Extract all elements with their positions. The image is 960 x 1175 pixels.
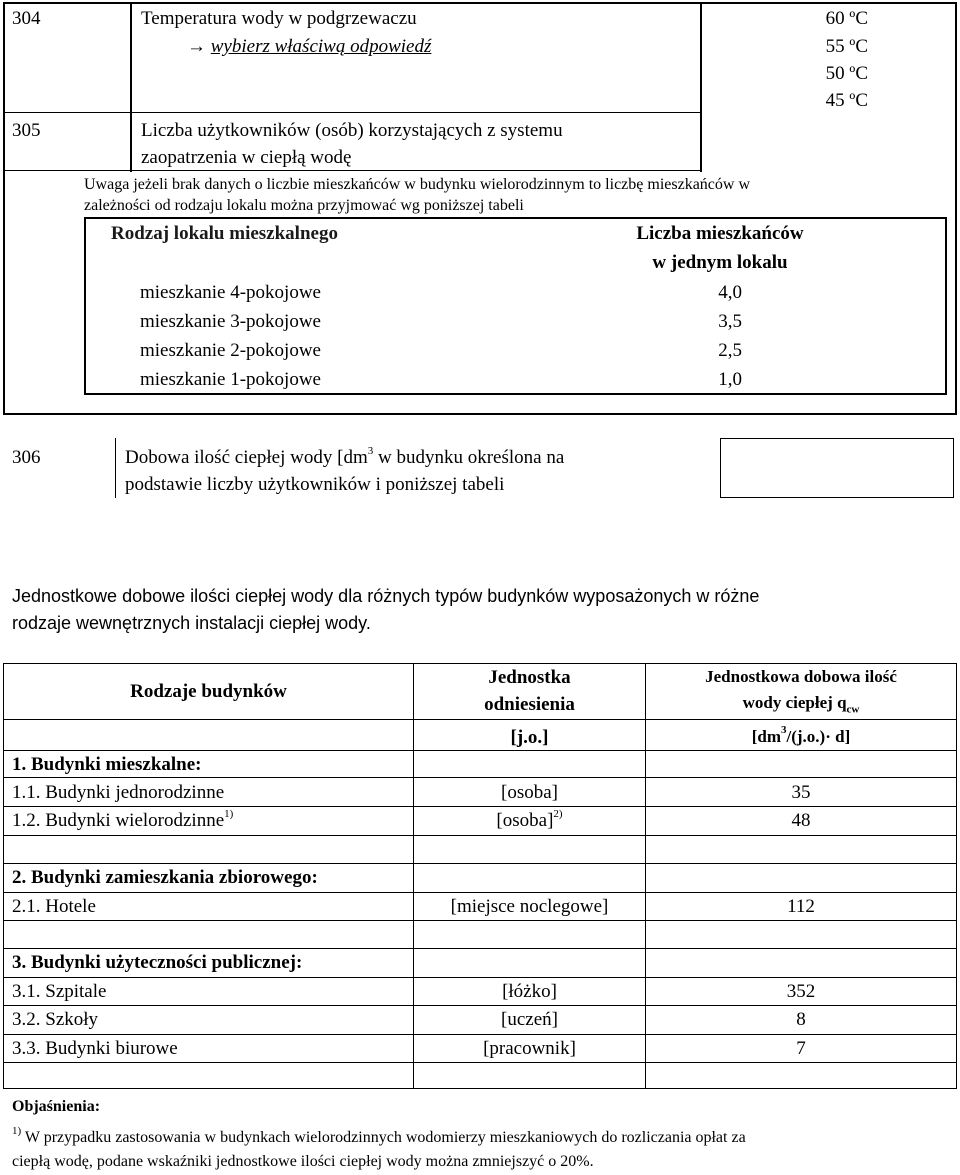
inner-table-header-count-1: Liczba mieszkańców (636, 223, 804, 244)
table-row-type: mieszkanie 4-pokojowe (140, 282, 321, 303)
inner-table-header-count-2: w jednym lokalu (652, 252, 788, 273)
frame-right (955, 2, 957, 414)
q306-title-line2: podstawie liczby użytkowników i poniższej tabeli (125, 474, 505, 495)
q306-answer-field[interactable] (721, 439, 953, 497)
building-value: 352 (786, 981, 816, 1002)
q306-answer-box-bottom (720, 497, 954, 498)
building-name: 3.2. Szkoły (12, 1009, 99, 1030)
section-title: 1. Budynki mieszkalne: (12, 754, 202, 775)
table-row-type: mieszkanie 3-pokojowe (140, 311, 321, 332)
q305-note-line2: zależności od rodzaju lokalu można przyjmować wg poniższej tabeli (84, 197, 524, 214)
q306-divider (115, 438, 116, 498)
section-title: 3. Budynki użyteczności publicznej: (12, 952, 303, 973)
table-row-type: mieszkanie 1-pokojowe (140, 369, 321, 390)
usage-table-row-line (3, 806, 957, 807)
inner-table-bottom (84, 393, 947, 395)
inner-table-right (945, 217, 947, 395)
building-value: 35 (791, 782, 811, 803)
building-unit: [osoba]$^{2)}$ (496, 807, 563, 831)
building-value: 8 (796, 1009, 806, 1030)
footnote-marker: 1) (12, 1124, 22, 1137)
frame-top (3, 2, 957, 4)
inner-table-header-type: Rodzaj lokalu mieszkalnego (111, 223, 338, 244)
q305-title-line1: Liczba użytkowników (osób) korzystających z systemu (141, 120, 563, 141)
frame-bottom (3, 413, 957, 415)
table-row-value: 3,5 (718, 311, 742, 332)
building-value: 112 (787, 896, 815, 917)
arrow-right-icon: → (187, 36, 206, 57)
q306-answer-box-right (953, 438, 954, 498)
q304-title: Temperatura wody w podgrzewaczu (141, 8, 417, 29)
q305-number: 305 (12, 120, 41, 141)
usage-table-row-line (3, 750, 957, 751)
table-row-value: 1,0 (718, 369, 742, 390)
table-row-value: 2,5 (718, 340, 742, 361)
usage-table-row-line (3, 1062, 957, 1063)
usage-unit-jo: [j.o.] (510, 727, 549, 748)
footnote-line1: $^{1)}$ W przypadku zastosowania w budynkach wielorodzinnych wodomierzy mieszkaniowych do rozliczania opłat za (12, 1124, 746, 1146)
frame-row-bottom (3, 170, 700, 171)
usage-table-row-line (3, 948, 957, 949)
building-name: 1.1. Budynki jednorodzinne (12, 782, 225, 803)
usage-table-row-line (3, 719, 957, 720)
frame-left-lower (3, 170, 5, 415)
q304-option-2[interactable]: 55 ºC (825, 36, 868, 57)
usage-table-row-line (3, 977, 957, 978)
q304-instruction (187, 36, 431, 58)
building-unit: [miejsce noclegowe] (450, 896, 609, 917)
usage-table-bottom (3, 1088, 957, 1089)
usage-header-amount-1: Jednostkowa dobowa ilość (705, 667, 897, 686)
building-value: 48 (791, 810, 811, 831)
building-name: 3.1. Szpitale (12, 981, 107, 1002)
usage-header-unit-2: odniesienia (484, 694, 575, 715)
usage-table-right (956, 663, 957, 1089)
usage-table-row-line (3, 920, 957, 921)
frame-col-divider (130, 2, 132, 172)
building-name: 1.2. Budynki wielorodzinne$^{1)}$ (12, 807, 234, 831)
q306-number: 306 (12, 447, 41, 468)
usage-table-left (3, 663, 4, 1089)
section-title: 2. Budynki zamieszkania zbiorowego: (12, 867, 318, 888)
usage-header-type: Rodzaje budynków (130, 681, 287, 702)
frame-row-divider (3, 112, 700, 113)
table-row-value: 4,0 (718, 282, 742, 303)
inner-table-top (84, 217, 947, 219)
usage-table-row-line (3, 1034, 957, 1035)
building-unit: [osoba] (501, 782, 558, 803)
q304-option-3[interactable]: 50 ºC (825, 63, 868, 84)
table-row-type: mieszkanie 2-pokojowe (140, 340, 321, 361)
usage-unit-dm3: $[dm^3/(j.o.)\cdot d]$ (751, 724, 851, 746)
building-value: 7 (796, 1038, 806, 1059)
building-unit: [pracownik] (483, 1038, 576, 1059)
intro-line1: Jednostkowe dobowe ilości ciepłej wody dla różnych typów budynków wyposażonych w różne (12, 586, 760, 606)
building-unit: [łóżko] (502, 981, 557, 1002)
usage-table-top (3, 663, 957, 664)
q304-number: 304 (12, 8, 41, 29)
intro-line2: rodzaje wewnętrznych instalacji ciepłej wody. (12, 613, 371, 633)
q305-note-line1: Uwaga jeżeli brak danych o liczbie mieszkańców w budynku wielorodzinnym to liczbę mieszkańców w (84, 176, 750, 193)
usage-table-row-line (3, 892, 957, 893)
footnotes-title: Objaśnienia: (12, 1098, 101, 1115)
q305-title-line2: zaopatrzenia w ciepłą wodę (141, 147, 352, 168)
usage-header-amount-2: wody ciepłej $q_{cw}$ (742, 693, 860, 716)
q306-title-line1: Dobowa ilość ciepłej wody [$dm^3$ w budynku określona na (125, 444, 565, 468)
inner-table-left (84, 217, 86, 395)
footnote-line2: ciepłą wodę, podane wskaźniki jednostkowe ilości ciepłej wody można zmniejszyć o 20%. (12, 1153, 594, 1170)
frame-answer-divider (700, 2, 702, 172)
building-name: 3.3. Budynki biurowe (12, 1038, 178, 1059)
usage-header-unit-1: Jednostka (488, 667, 571, 688)
frame-left (3, 2, 5, 172)
building-name: 2.1. Hotele (12, 896, 96, 917)
q304-option-4[interactable]: 45 ºC (825, 90, 868, 111)
q304-instruction-text: wybierz właściwą odpowiedź (210, 36, 432, 57)
usage-table-row-line (3, 863, 957, 864)
usage-table-row-line (3, 1005, 957, 1006)
building-unit: [uczeń] (501, 1009, 558, 1030)
usage-table-row-line (3, 835, 957, 836)
usage-table-row-line (3, 777, 957, 778)
q304-option-1[interactable]: 60 ºC (825, 8, 868, 29)
